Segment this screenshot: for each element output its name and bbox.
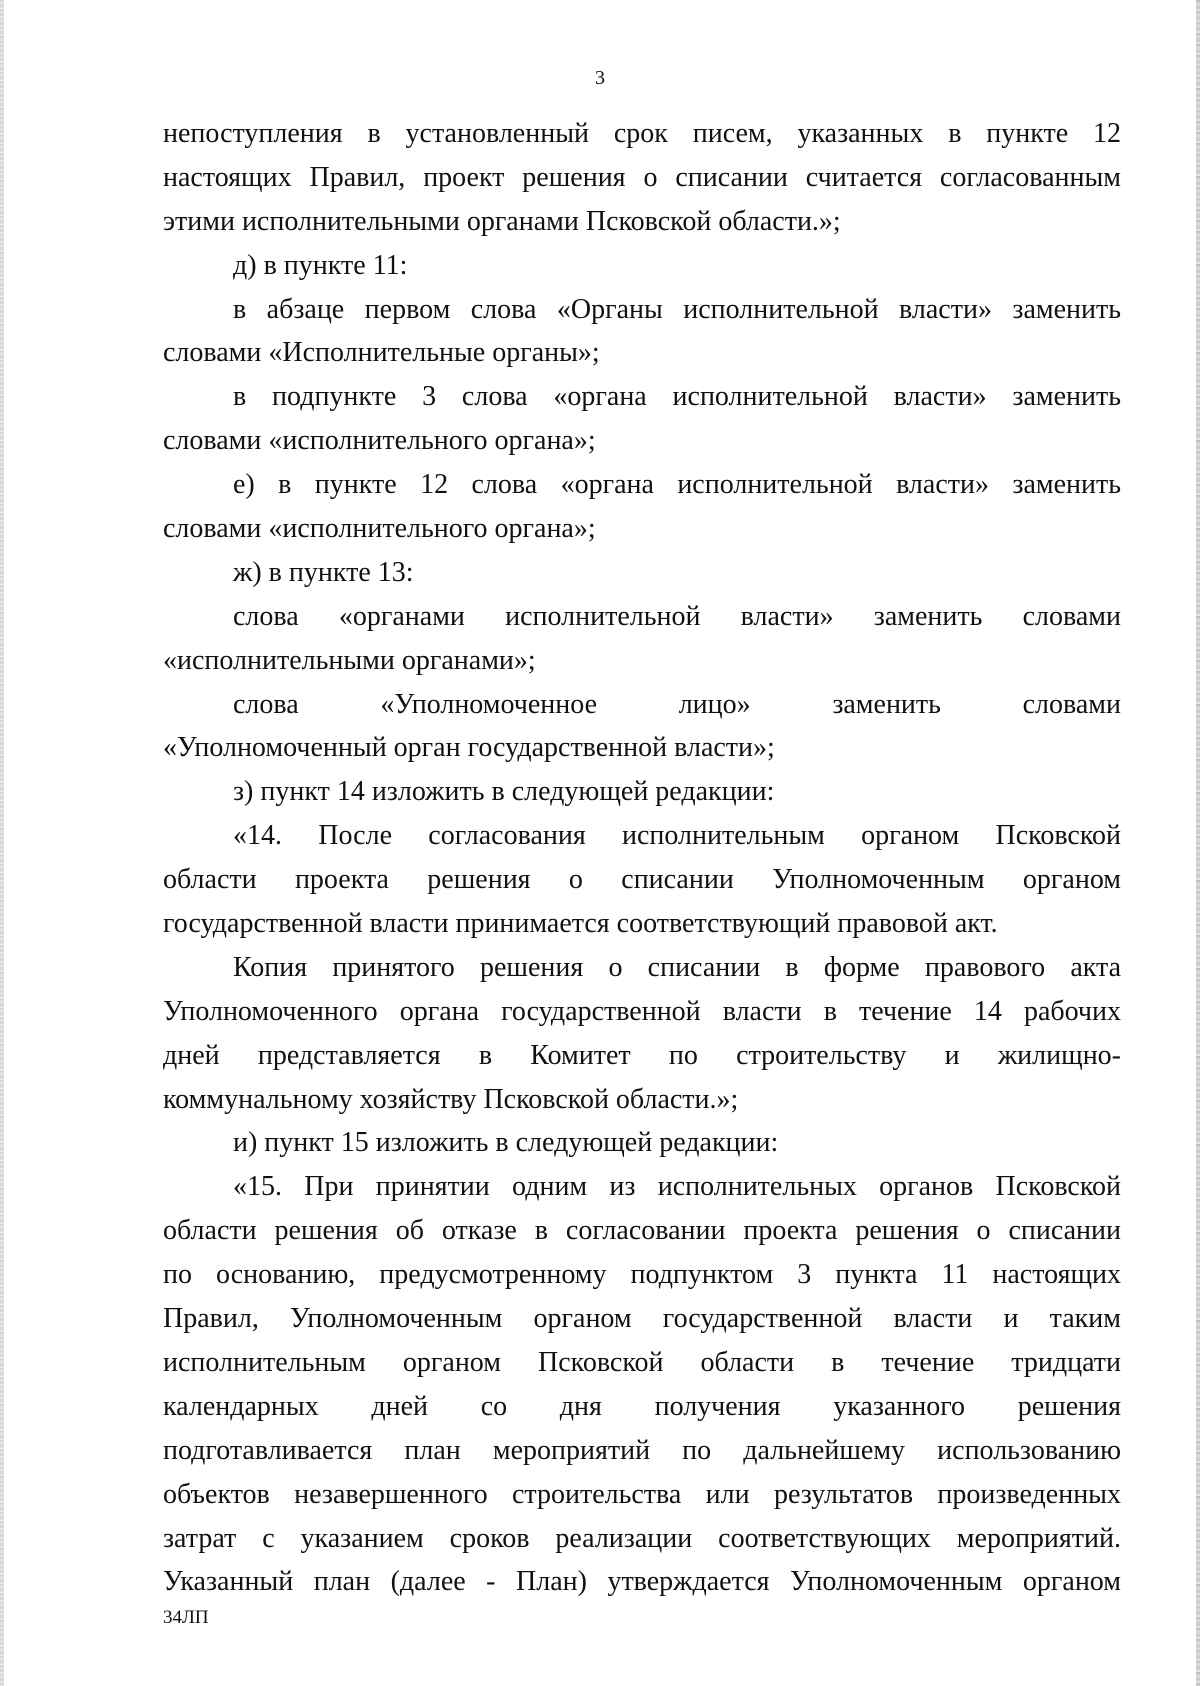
text-line: подготавливается план мероприятий по дальнейшему использованию: [163, 1434, 1121, 1466]
text-line: «Уполномоченный орган государственной власти»;: [163, 732, 775, 764]
text-line: словами «исполнительного органа»;: [163, 425, 596, 457]
text-line: исполнительным органом Псковской области в течение тридцати: [163, 1346, 1121, 1378]
text-line: ж) в пункте 13:: [233, 556, 414, 588]
text-line: области проекта решения о списании Уполномоченным органом: [163, 864, 1121, 896]
text-line: з) пункт 14 изложить в следующей редакции:: [233, 776, 775, 808]
text-line: словами «исполнительного органа»;: [163, 513, 596, 545]
text-line: этими исполнительными органами Псковской области.»;: [163, 205, 841, 237]
document-code: 34ЛП: [163, 1607, 209, 1628]
text-line: дней представляется в Комитет по строительству и жилищно-: [163, 1039, 1121, 1071]
text-line: объектов незавершенного строительства или результатов произведенных: [163, 1478, 1121, 1510]
text-line: Уполномоченного органа государственной власти в течение 14 рабочих: [163, 995, 1121, 1027]
text-line: непоступления в установленный срок писем, указанных в пункте 12: [163, 118, 1121, 149]
text-line: затрат с указанием сроков реализации соответствующих мероприятий.: [163, 1522, 1121, 1554]
text-line: календарных дней со дня получения указанного решения: [163, 1390, 1121, 1422]
scan-edge-right: [1196, 0, 1200, 1686]
text-line: в подпункте 3 слова «органа исполнительной власти» заменить: [233, 381, 1121, 413]
text-line: «исполнительными органами»;: [163, 644, 536, 676]
text-line: Копия принятого решения о списании в форме правового акта: [233, 951, 1121, 983]
text-line: д) в пункте 11:: [233, 249, 408, 281]
document-body: [163, 112, 1121, 1604]
text-line: словами «Исполнительные органы»;: [163, 337, 600, 369]
text-line: настоящих Правил, проект решения о списании считается согласованным: [163, 161, 1121, 193]
scan-edge-left: [0, 0, 4, 1686]
text-line: государственной власти принимается соответствующий правовой акт.: [163, 908, 998, 940]
text-line: Правил, Уполномоченным органом государственной власти и таким: [163, 1303, 1121, 1335]
text-line: Указанный план (далее - План) утверждается Уполномоченным органом: [163, 1566, 1121, 1598]
text-line: е) в пункте 12 слова «органа исполнительной власти» заменить: [233, 469, 1121, 501]
text-line: слова «органами исполнительной власти» заменить словами: [233, 600, 1121, 632]
text-line: и) пункт 15 изложить в следующей редакции:: [233, 1127, 779, 1159]
text-line: «14. После согласования исполнительным органом Псковской: [233, 820, 1121, 852]
text-line: слова «Уполномоченное лицо» заменить словами: [233, 688, 1121, 720]
text-line: по основанию, предусмотренному подпунктом 3 пункта 11 настоящих: [163, 1259, 1121, 1291]
text-line: «15. При принятии одним из исполнительных органов Псковской: [233, 1171, 1121, 1203]
text-line: области решения об отказе в согласовании проекта решения о списании: [163, 1215, 1121, 1247]
text-line: в абзаце первом слова «Органы исполнительной власти» заменить: [233, 293, 1121, 325]
text-line: коммунальному хозяйству Псковской области.»;: [163, 1083, 739, 1115]
page-number: 3: [595, 67, 605, 89]
